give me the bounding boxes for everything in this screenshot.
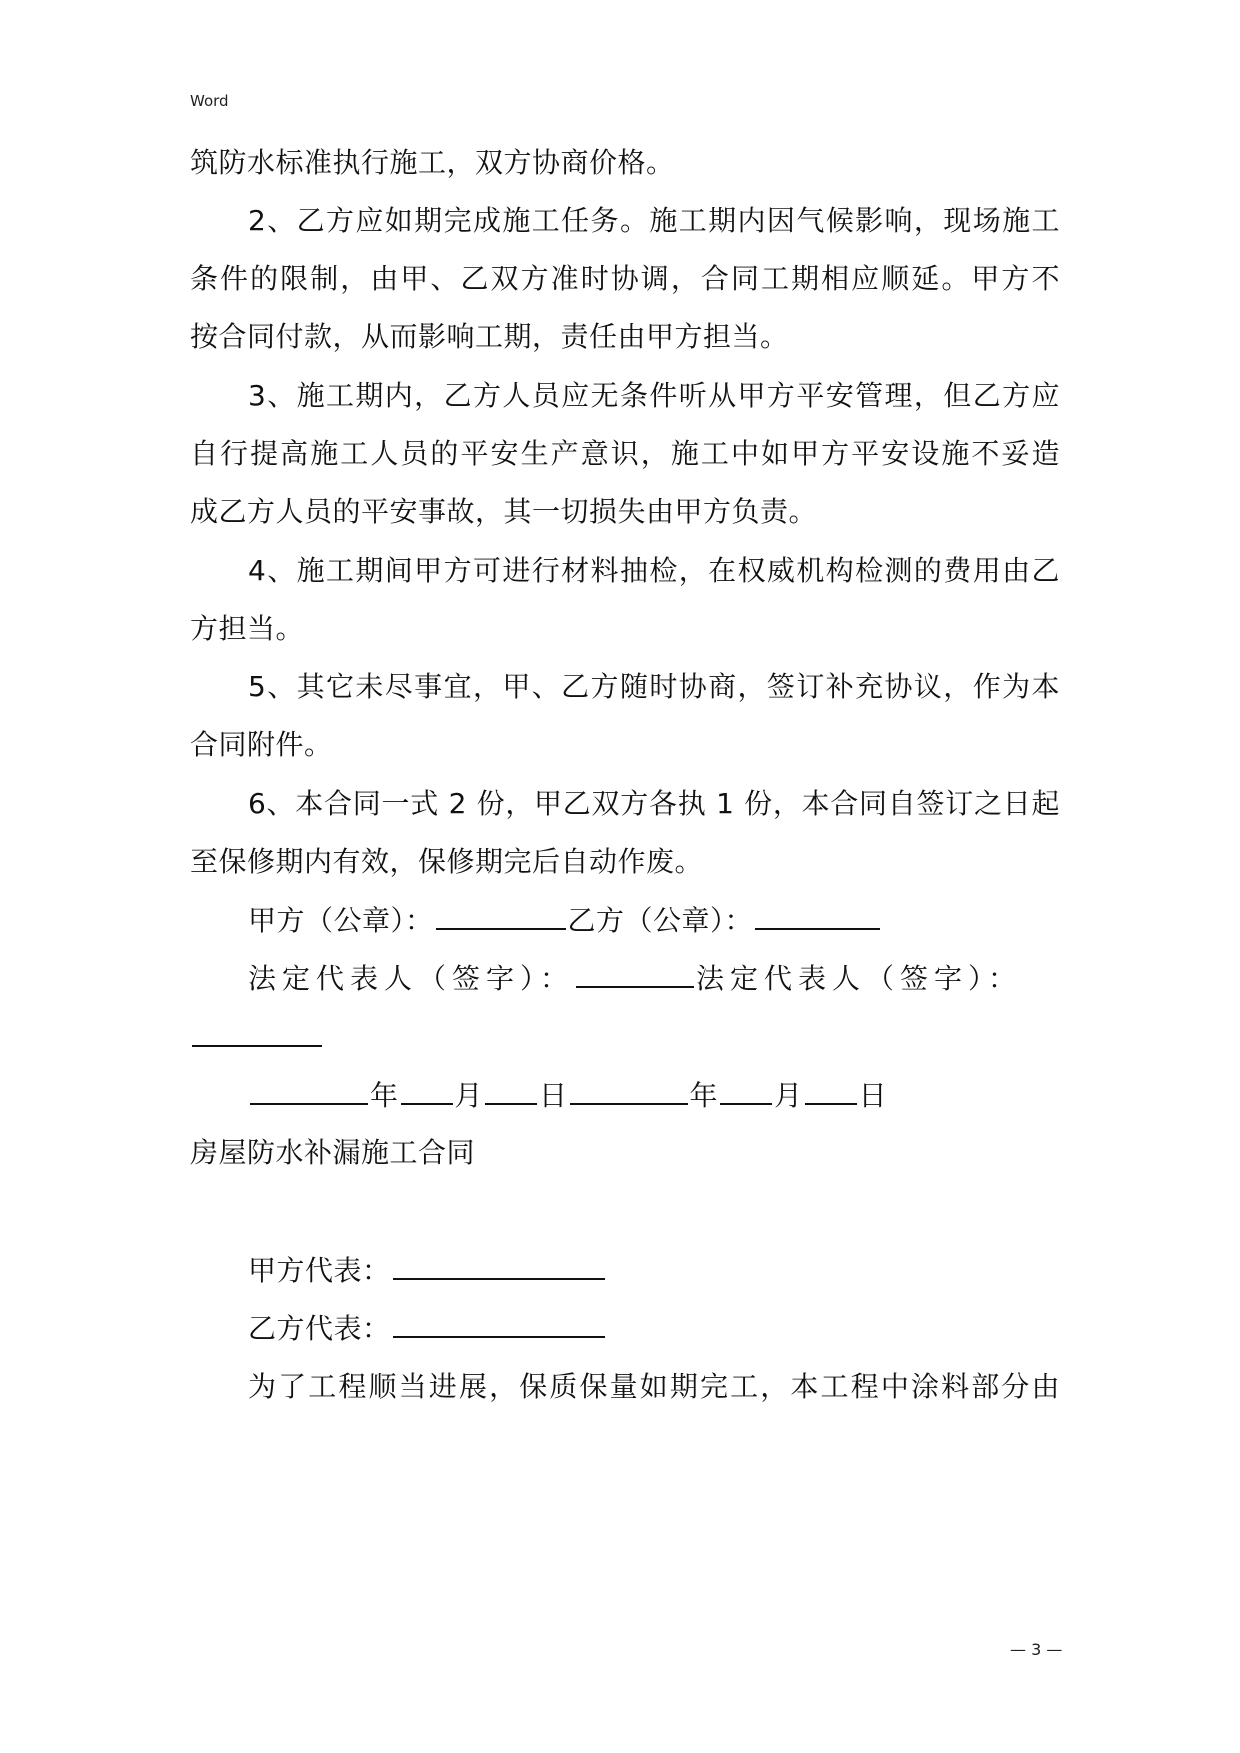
legal-rep-a-blank[interactable] — [576, 958, 694, 988]
legal-rep-line — [248, 958, 1068, 999]
day-blank-b[interactable] — [805, 1075, 857, 1105]
clause-4-line-2: 方担当。 — [190, 612, 305, 645]
clause-2-line-3: 按合同付款，从而影响工期，责任由甲方担当。 — [190, 320, 789, 353]
month-label-b: 月 — [774, 1079, 803, 1112]
month-blank-a[interactable] — [401, 1075, 453, 1105]
party-a-rep-line — [248, 1250, 1060, 1291]
clause-3-line-2: 自行提高施工人员的平安生产意识，施工中如甲方平安设施不妥造 — [190, 437, 1060, 470]
clause-2-line-1: 2、乙方应如期完成施工任务。施工期内因气候影响，现场施工 — [248, 204, 1060, 237]
clause-6-line-2: 至保修期内有效，保修期完后自动作废。 — [190, 845, 704, 878]
legal-rep-b-label: 法定代表人（签字）： — [696, 962, 1023, 995]
month-label-a: 月 — [454, 1079, 484, 1112]
year-label-a: 年 — [370, 1079, 399, 1112]
year-label-b: 年 — [689, 1079, 719, 1112]
party-a-rep-label: 甲方代表： — [248, 1254, 391, 1287]
party-b-rep-label: 乙方代表： — [248, 1312, 391, 1345]
party-b-rep-line — [248, 1308, 1060, 1349]
day-label-b: 日 — [858, 1079, 888, 1112]
legal-rep-b-blank[interactable] — [192, 1017, 322, 1047]
clause-6-line-1: 6、本合同一式 2 份，甲乙双方各执 1 份，本合同自签订之日起 — [248, 787, 1060, 820]
month-blank-b[interactable] — [720, 1075, 772, 1105]
clause-3-line-3: 成乙方人员的平安事故，其一切损失由甲方负责。 — [190, 495, 818, 528]
clause-3-line-1: 3、施工期内，乙方人员应无条件听从甲方平安管理，但乙方应 — [248, 379, 1060, 412]
party-b-seal-label: 乙方（公章）： — [567, 904, 754, 937]
contract-title: 房屋防水补漏施工合同 — [190, 1136, 476, 1169]
legal-rep-b-blank-line — [190, 1017, 1060, 1058]
clause-5-line-2: 合同附件。 — [190, 728, 333, 761]
contract-intro-line: 为了工程顺当进展，保质保量如期完工，本工程中涂料部分由 — [248, 1370, 1060, 1403]
party-a-rep-blank[interactable] — [393, 1250, 605, 1280]
party-b-rep-blank[interactable] — [393, 1308, 605, 1338]
paragraph-line: 筑防水标准执行施工，双方协商价格。 — [190, 146, 675, 179]
seal-line — [248, 900, 1060, 941]
year-blank-a[interactable] — [250, 1075, 368, 1105]
page-number: — 3 — — [1010, 1640, 1063, 1659]
clause-4-line-1: 4、施工期间甲方可进行材料抽检，在权威机构检测的费用由乙 — [248, 554, 1060, 587]
party-a-seal-blank[interactable] — [436, 900, 566, 930]
clause-2-line-2: 条件的限制，由甲、乙双方准时协调，合同工期相应顺延。甲方不 — [190, 262, 1060, 295]
day-label-a: 日 — [539, 1079, 568, 1112]
party-a-seal-label: 甲方（公章）： — [248, 904, 434, 937]
legal-rep-a-label: 法定代表人（签字）： — [248, 962, 575, 995]
party-b-seal-blank[interactable] — [755, 900, 880, 930]
date-line — [248, 1075, 1060, 1116]
clause-5-line-1: 5、其它未尽事宜，甲、乙方随时协商，签订补充协议，作为本 — [248, 670, 1060, 703]
year-blank-b[interactable] — [570, 1075, 688, 1105]
day-blank-a[interactable] — [485, 1075, 537, 1105]
page-header: Word — [190, 92, 229, 110]
